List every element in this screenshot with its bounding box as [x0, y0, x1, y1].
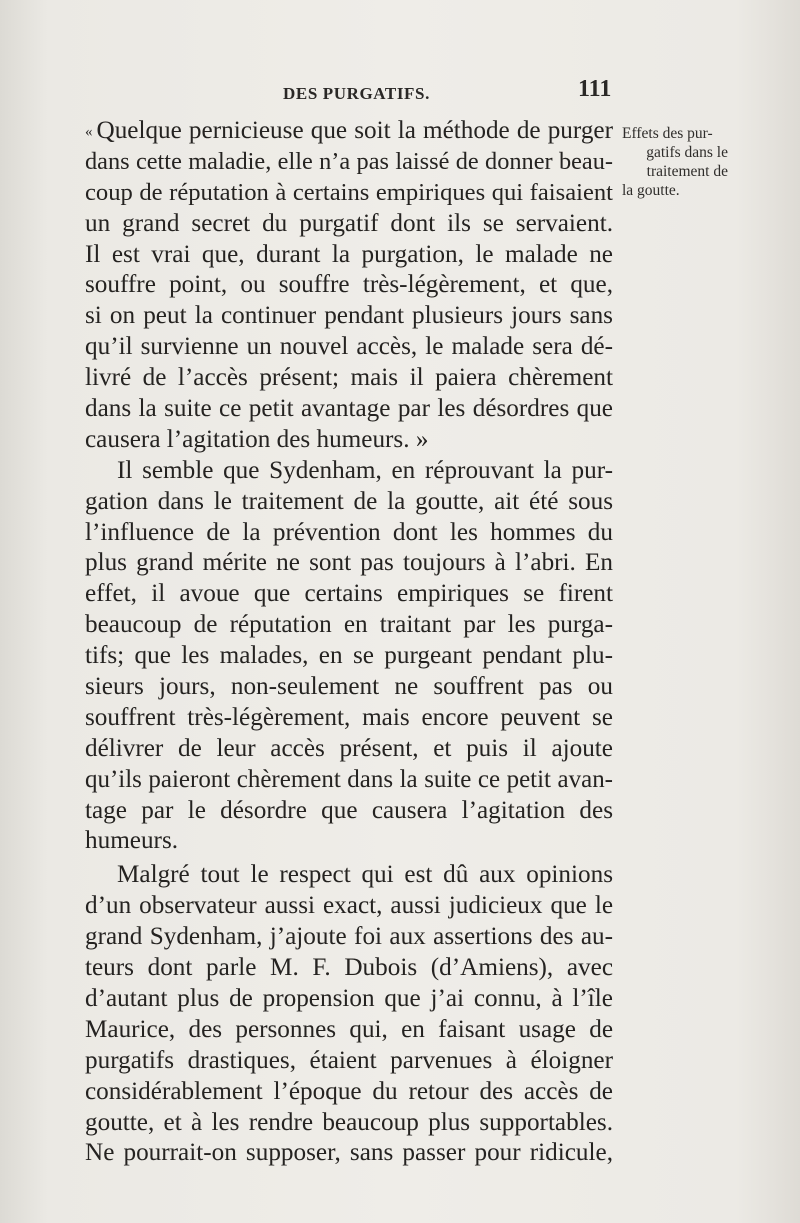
text-line: si on peut la continuer pendant plusieurs jours sans: [85, 302, 613, 330]
text-line: livré de l’accès présent; mais il paiera chèrement: [85, 364, 613, 392]
text-line: d’autant plus de propension que j’ai connu, à l’île: [85, 984, 613, 1012]
text-line: humeurs.: [85, 827, 179, 855]
text-line: causera l’agitation des humeurs. »: [85, 425, 429, 453]
text-line-content: Quelque pernicieuse que soit la méthode de purger: [96, 117, 613, 144]
text-line: souffre point, ou souffre très-légèrement, et que,: [85, 271, 613, 299]
body-text: [85, 116, 613, 1169]
marginal-note-line: Effets des pur-: [622, 125, 713, 142]
text-line: Malgré tout le respect qui est dû aux opinions: [117, 861, 613, 889]
text-line: dans cette maladie, elle n’a pas laissé de donner beau-: [85, 147, 613, 175]
text-line: Maurice, des personnes qui, en faisant usage de: [85, 1015, 613, 1043]
text-line: coup de réputation à certains empiriques qui faisaient: [85, 178, 613, 206]
text-line: Il semble que Sydenham, en réprouvant la pur-: [117, 456, 613, 484]
text-line: [85, 116, 613, 147]
marginal-note-line: la goutte.: [622, 182, 680, 199]
text-line: considérablement l’époque du retour des accès de: [85, 1077, 613, 1105]
text-line: beaucoup de réputation en traitant par les purga-: [85, 611, 613, 639]
text-line: Ne pourrait-on supposer, sans passer pour ridicule,: [85, 1139, 613, 1167]
running-head: DES PURGATIFS.: [283, 84, 430, 103]
text-line: souffrent très-légèrement, mais encore peuvent se: [85, 703, 613, 731]
text-line: un grand secret du purgatif dont ils se servaient.: [85, 209, 613, 237]
opening-quote-mark: «: [85, 124, 93, 140]
text-line: plus grand mérite ne sont pas toujours à l’abri. En: [85, 549, 613, 577]
text-line: l’influence de la prévention dont les hommes du: [85, 518, 613, 546]
text-line: purgatifs drastiques, étaient parvenues à éloigner: [85, 1046, 613, 1074]
text-line: tifs; que les malades, en se purgeant pendant plu-: [85, 642, 613, 670]
text-line: d’un observateur aussi exact, aussi judicieux que le: [85, 892, 613, 920]
marginal-note-line: gatifs dans le: [646, 144, 728, 161]
marginal-note-line: traitement de: [646, 163, 728, 180]
text-line: gation dans le traitement de la goutte, ait été sous: [85, 487, 613, 515]
text-line: effet, il avoue que certains empiriques se firent: [85, 580, 613, 608]
page-number: 111: [578, 76, 612, 102]
text-line: délivrer de leur accès présent, et puis il ajoute: [85, 734, 613, 762]
text-line: teurs dont parle M. F. Dubois (d’Amiens), avec: [85, 954, 613, 982]
text-line: tage par le désordre que causera l’agitation des: [85, 796, 613, 824]
text-line: sieurs jours, non-seulement ne souffrent pas ou: [85, 673, 613, 701]
text-line: grand Sydenham, j’ajoute foi aux assertions des au-: [85, 923, 613, 951]
text-line: qu’il survienne un nouvel accès, le malade sera dé-: [85, 333, 613, 361]
marginal-note: [622, 124, 728, 200]
text-line: qu’ils paieront chèrement dans la suite ce petit avan-: [85, 765, 613, 793]
text-line: dans la suite ce petit avantage par les désordres que: [85, 395, 613, 423]
text-line: goutte, et à les rendre beaucoup plus supportables.: [85, 1108, 613, 1136]
text-line: Il est vrai que, durant la purgation, le malade ne: [85, 240, 613, 268]
